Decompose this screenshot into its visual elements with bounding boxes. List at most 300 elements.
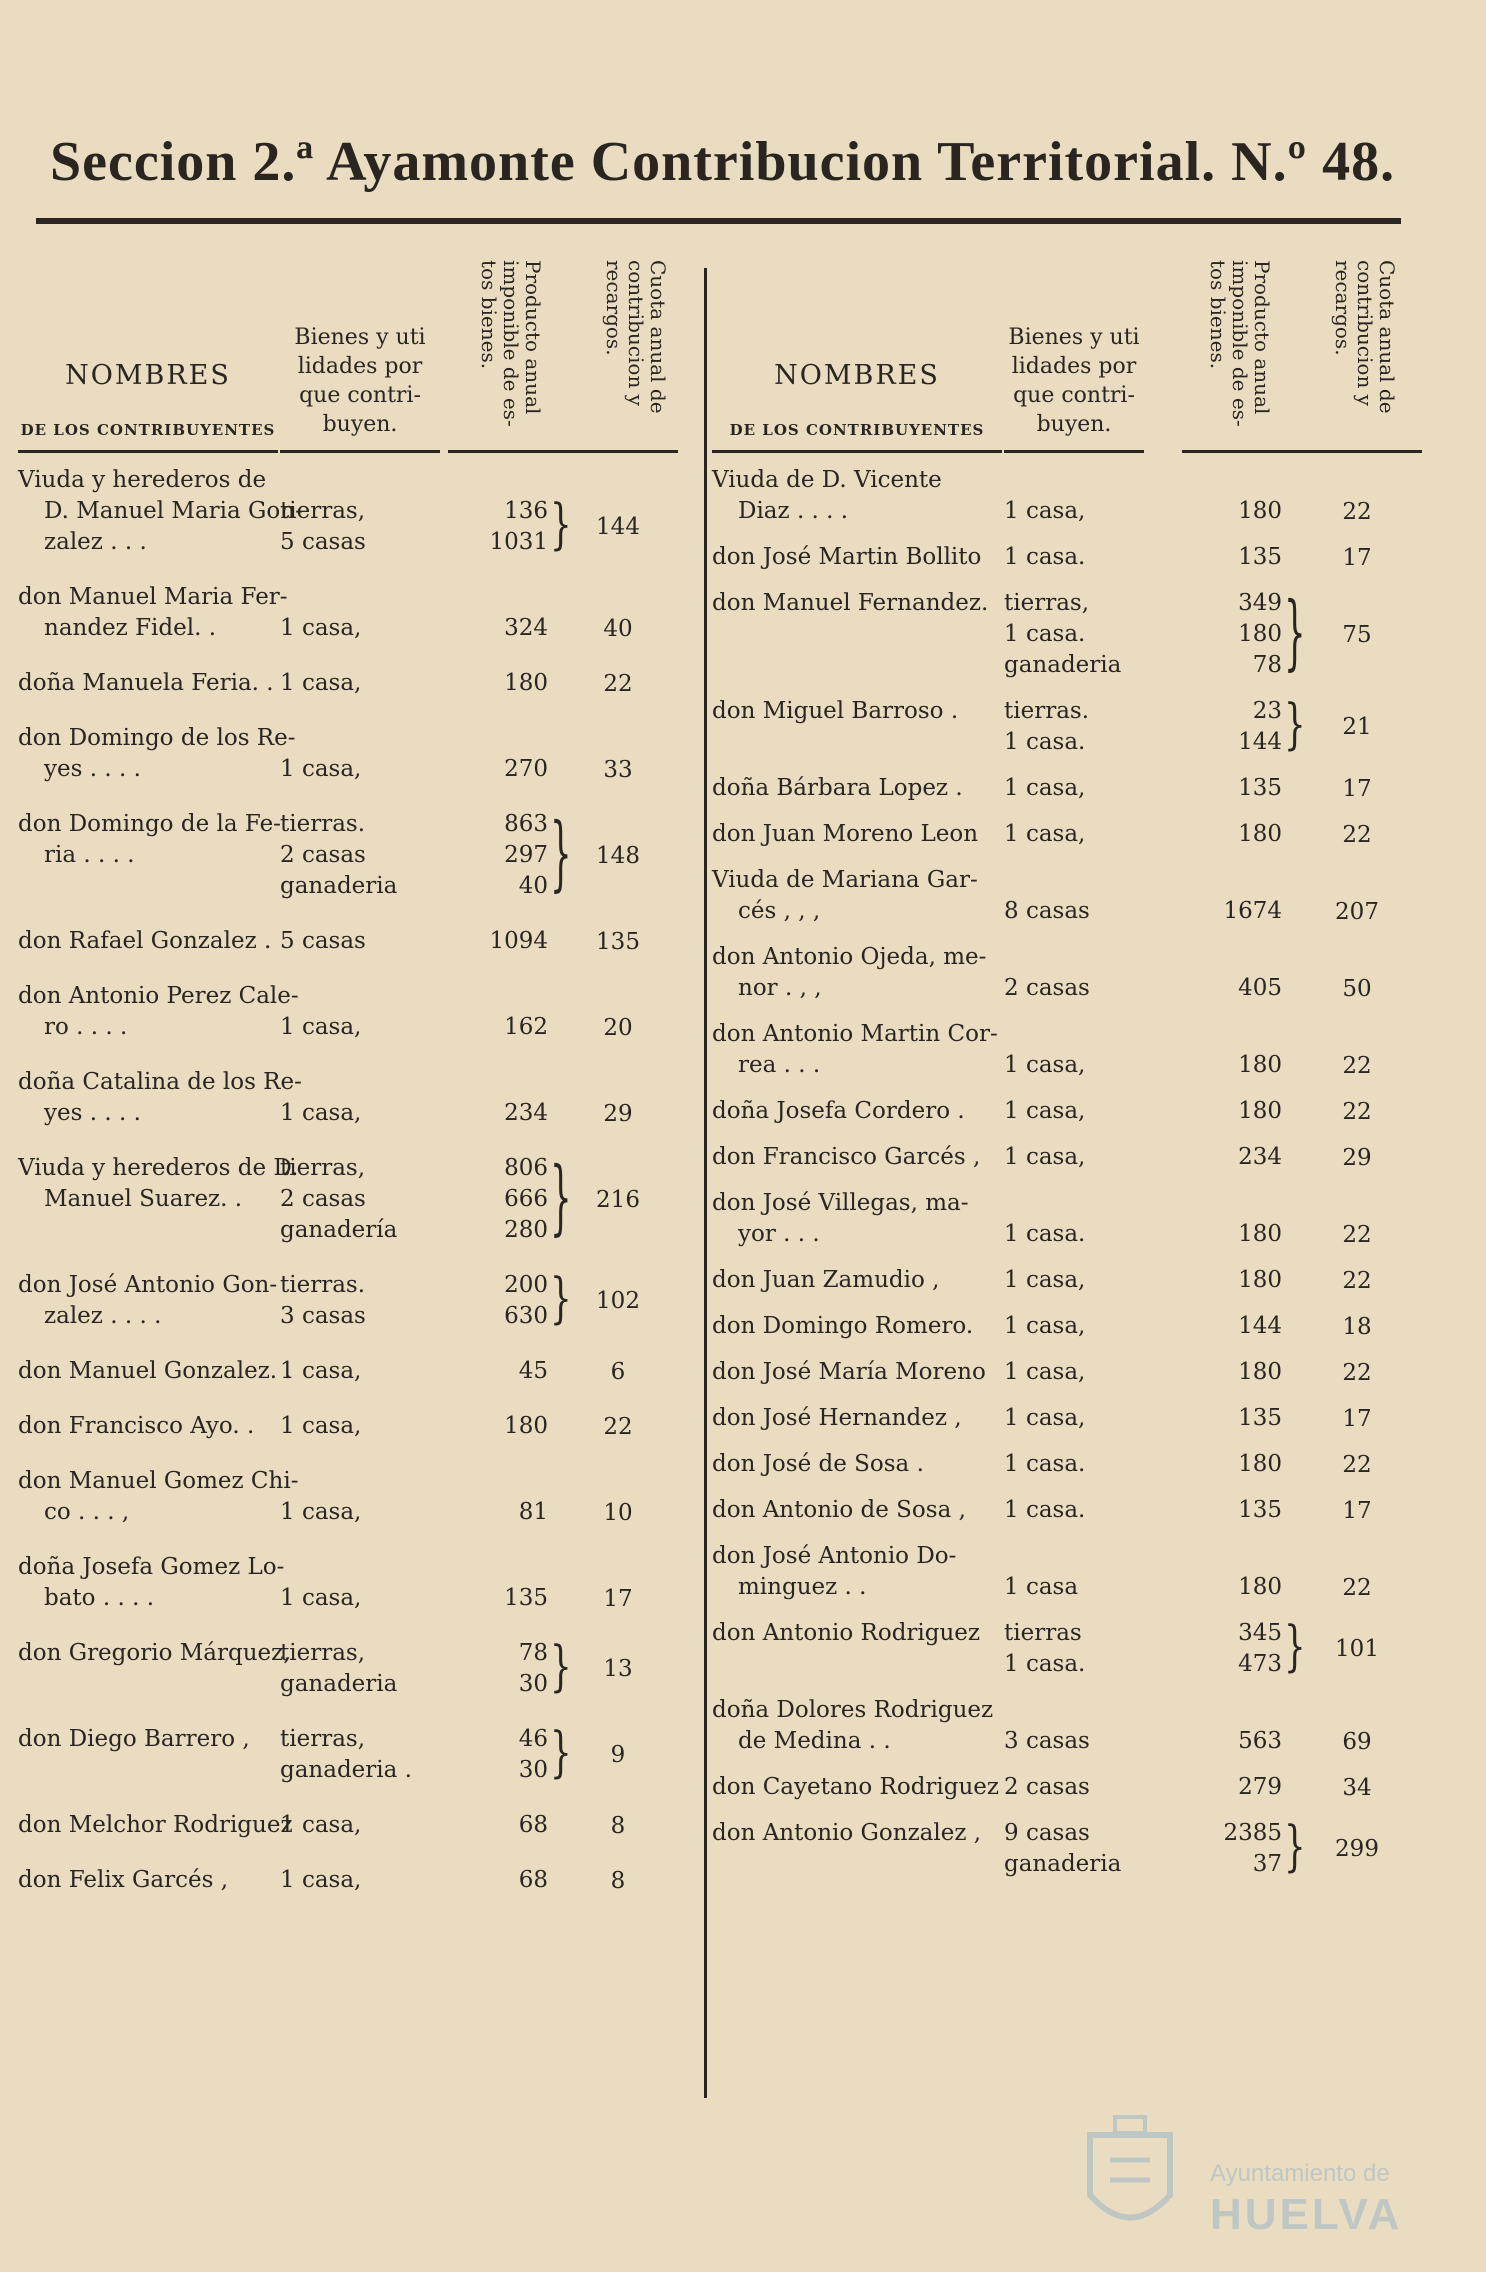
producto-cell (1182, 896, 1282, 927)
header-rule (1292, 450, 1422, 453)
watermark (1070, 2115, 1410, 2245)
contributor-name-line: Diaz . . . . (738, 498, 849, 524)
header-names-title: NOMBRES (65, 360, 231, 391)
producto-cell (1182, 1818, 1282, 1880)
table-row (18, 723, 674, 809)
cuota-cell: 144 (596, 514, 640, 540)
table-row (712, 1772, 1426, 1818)
bienes-cell (280, 926, 366, 957)
bienes-cell (1004, 1219, 1085, 1250)
table-row (712, 1096, 1426, 1142)
header-bienes-line: buyen. (1036, 412, 1112, 437)
contributor-name (712, 542, 981, 573)
contributor-name-line: minguez . . (738, 1574, 867, 1600)
cuota-cell: 33 (603, 756, 633, 783)
producto-value: 180 (1238, 821, 1282, 847)
contributor-name-line: cés , , , (738, 898, 821, 924)
producto-cell (448, 613, 548, 644)
brace-icon: } (550, 493, 572, 557)
table-row (712, 1695, 1426, 1772)
contributor-name-line: Viuda de D. Vicente (712, 467, 942, 493)
producto-cell (448, 754, 548, 785)
brace-icon: } (1284, 1615, 1306, 1679)
contributor-name (18, 1270, 277, 1332)
contributor-name-line: yor . . . (738, 1221, 820, 1247)
producto-cell (448, 1638, 548, 1700)
table-row (712, 865, 1426, 942)
producto-cell (448, 1865, 548, 1896)
bienes-cell (1004, 1572, 1078, 1603)
table-row (712, 465, 1426, 542)
bienes-cell (280, 1153, 397, 1246)
contributor-name-line: don Juan Moreno Leon (712, 821, 979, 847)
contributor-name-line: don Diego Barrero , (18, 1726, 250, 1752)
header-bienes (1004, 323, 1144, 439)
contributor-name-line: doña Manuela Feria. . (18, 670, 274, 696)
producto-value: 1674 (1223, 898, 1282, 924)
contributor-name-line: don Domingo de la Fe- (18, 811, 281, 837)
table-row (18, 1149, 674, 1270)
right-column (712, 240, 1426, 1895)
cuota-cell: 29 (603, 1100, 633, 1127)
bienes-cell (1004, 1495, 1085, 1526)
contributor-name (712, 1142, 980, 1173)
bienes-line: tierras (1004, 1620, 1082, 1646)
bienes-cell (1004, 542, 1085, 573)
producto-cell (1182, 542, 1282, 573)
producto-cell (1182, 1403, 1282, 1434)
cuota-cell: 69 (1342, 1728, 1372, 1755)
bienes-cell (280, 1865, 361, 1896)
producto-value: 2385 (1223, 1820, 1282, 1846)
bienes-line: tierras. (1004, 698, 1090, 724)
contributor-name (18, 465, 303, 558)
table-row (712, 584, 1426, 696)
bienes-cell (280, 1098, 361, 1129)
column-header (18, 240, 674, 465)
contributor-name-line: don Antonio de Sosa , (712, 1497, 966, 1523)
contributor-name-line: Manuel Suarez. . (44, 1186, 243, 1212)
brace-icon: } (1284, 584, 1306, 681)
contributor-name-line: Viuda de Mariana Gar- (712, 867, 978, 893)
contributor-name-line: don Antonio Ojeda, me- (712, 944, 987, 970)
producto-cell (1182, 1311, 1282, 1342)
header-cuota-line: Cuota anual de (1375, 260, 1399, 414)
cuota-cell: 20 (603, 1014, 633, 1041)
table-row (18, 926, 674, 981)
bienes-cell (1004, 1618, 1085, 1680)
header-cuota-line: contribucion y (1353, 260, 1377, 406)
bienes-cell (280, 1638, 397, 1700)
bienes-line: 1 casa, (1004, 1267, 1086, 1293)
bienes-cell (1004, 1818, 1121, 1880)
bienes-cell (1004, 1403, 1085, 1434)
producto-cell (1182, 496, 1282, 527)
producto-value: 23 (1252, 698, 1282, 724)
bienes-line: 3 casas (1004, 1728, 1090, 1754)
producto-value: 297 (504, 842, 548, 868)
header-bienes-line: buyen. (322, 412, 398, 437)
table-row (712, 1357, 1426, 1403)
table-row (18, 1466, 674, 1552)
bienes-cell (280, 1724, 412, 1786)
bienes-cell (280, 754, 361, 785)
contributor-name (712, 1495, 966, 1526)
producto-cell (1182, 588, 1282, 681)
bienes-cell (1004, 1311, 1085, 1342)
header-cuota (603, 260, 669, 445)
bienes-cell (280, 1497, 361, 1528)
header-producto-line: tos bienes. (477, 260, 501, 370)
table-row (18, 1267, 674, 1356)
cuota-cell: 8 (610, 1867, 626, 1894)
contributor-name-line: don Cayetano Rodriguez (712, 1774, 1000, 1800)
bienes-line: 1 casa, (280, 1358, 362, 1384)
contributor-name (712, 1188, 969, 1250)
producto-value: 78 (518, 1640, 548, 1666)
producto-value: 180 (1238, 1451, 1282, 1477)
table-row (18, 1552, 674, 1638)
bienes-cell (1004, 696, 1089, 758)
table-row (18, 805, 674, 926)
bienes-line: tierras, (280, 1155, 366, 1181)
bienes-cell (280, 613, 361, 644)
header-cuota-line: Cuota anual de (646, 260, 670, 414)
contributor-name-line: don José de Sosa . (712, 1451, 924, 1477)
bienes-line: 2 casas (280, 842, 366, 868)
contributor-name (18, 1067, 302, 1129)
cuota-cell: 17 (1342, 544, 1372, 571)
bienes-cell (280, 1411, 361, 1442)
contributor-name-line: Viuda y herederos de (18, 467, 267, 493)
bienes-line: 1 casa, (1004, 1098, 1086, 1124)
producto-value: 180 (1238, 1221, 1282, 1247)
bienes-line: 1 casa, (280, 1867, 362, 1893)
producto-value: 68 (518, 1867, 548, 1893)
brace-icon: } (1284, 693, 1306, 757)
producto-value: 135 (1238, 1405, 1282, 1431)
cuota-cell: 8 (610, 1812, 626, 1839)
header-producto-line: imponible de es- (499, 260, 523, 427)
producto-cell (448, 1724, 548, 1786)
contributor-name-line: Viuda y herederos de D. (18, 1155, 299, 1181)
producto-value: 630 (504, 1303, 548, 1329)
bienes-line: 1 casa, (280, 1499, 362, 1525)
producto-cell (1182, 1618, 1282, 1680)
bienes-line: 1 casa (1004, 1574, 1079, 1600)
producto-value: 180 (1238, 1098, 1282, 1124)
producto-cell (1182, 819, 1282, 850)
bienes-line: tierras, (280, 1640, 366, 1666)
header-producto (478, 260, 544, 445)
contributor-name (712, 942, 986, 1004)
cuota-cell: 40 (603, 615, 633, 642)
header-bienes-line: que contri- (299, 383, 421, 408)
contributor-name-line: don José Hernandez , (712, 1405, 962, 1431)
producto-cell (448, 1497, 548, 1528)
cuota-cell: 22 (1342, 498, 1372, 525)
contributor-name-line: don Antonio Perez Cale- (18, 983, 299, 1009)
producto-value: 345 (1238, 1620, 1282, 1646)
brace-icon: } (550, 1721, 572, 1785)
header-cuota-line: recargos. (1331, 260, 1355, 356)
column-header (712, 240, 1426, 465)
cuota-cell: 22 (1342, 1098, 1372, 1125)
table-row (18, 668, 674, 723)
contributor-name (712, 1772, 999, 1803)
bienes-cell (280, 668, 361, 699)
contributor-name (712, 1357, 986, 1388)
producto-value: 68 (518, 1812, 548, 1838)
contributor-name (18, 1552, 284, 1614)
bienes-cell (280, 1356, 361, 1387)
bienes-cell (1004, 1772, 1090, 1803)
contributor-name (18, 723, 296, 785)
table-row (18, 1067, 674, 1153)
contributor-name (18, 1865, 228, 1896)
table-row (18, 1810, 674, 1865)
table-row (18, 1865, 674, 1920)
producto-cell (1182, 1495, 1282, 1526)
bienes-cell (280, 1583, 361, 1614)
producto-value: 136 (504, 498, 548, 524)
cuota-cell: 17 (1342, 1405, 1372, 1432)
table-row (18, 1356, 674, 1411)
contributor-name (18, 1153, 298, 1215)
cuota-cell: 6 (610, 1358, 626, 1385)
cuota-cell: 22 (1342, 1451, 1372, 1478)
coat-of-arms-icon (1070, 2115, 1190, 2245)
table-row (18, 1635, 674, 1724)
bienes-cell (280, 496, 366, 558)
producto-value: 180 (504, 1413, 548, 1439)
bienes-cell (1004, 773, 1085, 804)
contributor-name (712, 1541, 956, 1603)
table-row (712, 1311, 1426, 1357)
producto-value: 280 (504, 1217, 548, 1243)
bienes-cell (1004, 1050, 1085, 1081)
contributor-name-line: don José Villegas, ma- (712, 1190, 969, 1216)
contributor-name (18, 1411, 254, 1442)
producto-cell (448, 1098, 548, 1129)
contributor-name-line: ro . . . . (44, 1014, 128, 1040)
producto-cell (1182, 1572, 1282, 1603)
producto-cell (448, 496, 548, 558)
header-rule (448, 450, 568, 453)
producto-value: 46 (518, 1726, 548, 1752)
cuota-cell: 207 (1335, 898, 1379, 925)
producto-value: 666 (504, 1186, 548, 1212)
producto-value: 563 (1238, 1728, 1282, 1754)
bienes-line: 1 casa, (280, 1014, 362, 1040)
header-names (18, 360, 278, 439)
table-row (712, 542, 1426, 588)
header-cuota (1332, 260, 1398, 445)
cuota-cell: 17 (1342, 775, 1372, 802)
bienes-cell (1004, 1096, 1085, 1127)
table-body (18, 465, 674, 1920)
contributor-name-line: don José Antonio Do- (712, 1543, 957, 1569)
contributor-name (18, 809, 281, 871)
contributor-name-line: de Medina . . (738, 1728, 891, 1754)
contributor-name-line: zalez . . . (44, 529, 147, 555)
contributor-name-line: doña Dolores Rodriguez (712, 1697, 994, 1723)
bienes-line: 1 casa, (280, 1100, 362, 1126)
contributor-name-line: bato . . . . (44, 1585, 155, 1611)
table-row (712, 942, 1426, 1019)
producto-value: 270 (504, 756, 548, 782)
header-names-subtitle: DE LOS CONTRIBUYENTES (729, 421, 985, 439)
bienes-cell (1004, 819, 1085, 850)
contributor-name-line: don Miguel Barroso . (712, 698, 959, 724)
cuota-cell: 148 (596, 842, 640, 869)
producto-value: 144 (1238, 729, 1282, 755)
bienes-cell (280, 1270, 366, 1332)
cuota-cell: 299 (1335, 1836, 1379, 1862)
contributor-name-line: doña Catalina de los Re- (18, 1069, 302, 1095)
bienes-line: 1 casa. (1004, 729, 1086, 755)
contributor-name (18, 1810, 293, 1841)
header-cuota-line: contribucion y (624, 260, 648, 406)
table-row (712, 693, 1426, 773)
bienes-line: tierras, (280, 1726, 366, 1752)
contributor-name-line: don José María Moreno (712, 1359, 986, 1385)
producto-value: 180 (1238, 1052, 1282, 1078)
bienes-line: 1 casa, (1004, 1052, 1086, 1078)
bienes-line: 3 casas (280, 1303, 366, 1329)
table-row (712, 1541, 1426, 1618)
bienes-line: 1 casa. (1004, 621, 1086, 647)
contributor-name (712, 1403, 962, 1434)
producto-value: 144 (1238, 1313, 1282, 1339)
contributor-name-line: zalez . . . . (44, 1303, 162, 1329)
table-row (712, 1449, 1426, 1495)
producto-value: 234 (504, 1100, 548, 1126)
producto-cell (448, 1356, 548, 1387)
contributor-name-line: doña Josefa Gomez Lo- (18, 1554, 285, 1580)
header-bienes-line: Bienes y uti (1008, 325, 1140, 350)
producto-cell (448, 1810, 548, 1841)
producto-value: 180 (1238, 498, 1282, 524)
contributor-name (712, 465, 942, 527)
producto-value: 863 (504, 811, 548, 837)
producto-cell (1182, 1772, 1282, 1803)
bienes-cell (1004, 1726, 1090, 1757)
producto-value: 30 (518, 1757, 548, 1783)
bienes-line: ganadería (280, 1217, 398, 1243)
bienes-cell (280, 809, 397, 902)
table-row (18, 981, 674, 1067)
table-row (712, 1403, 1426, 1449)
contributor-name (712, 1818, 981, 1849)
watermark-line1: Ayuntamiento de (1210, 2160, 1390, 2187)
producto-value: 279 (1238, 1774, 1282, 1800)
bienes-line: 1 casa, (1004, 1405, 1086, 1431)
producto-cell (1182, 696, 1282, 758)
bienes-line: 1 casa, (1004, 821, 1086, 847)
brace-icon: } (550, 1149, 572, 1246)
table-row (18, 465, 674, 582)
table-body (712, 465, 1426, 1895)
bienes-line: 1 casa, (1004, 1313, 1086, 1339)
brace-icon: } (1284, 1815, 1306, 1879)
bienes-line: tierras, (280, 498, 366, 524)
contributor-name-line: yes . . . . (44, 756, 141, 782)
contributor-name (712, 1311, 973, 1342)
header-producto (1207, 260, 1273, 445)
contributor-name (712, 819, 978, 850)
table-row (712, 773, 1426, 819)
bienes-line: ganaderia (1004, 652, 1122, 678)
header-producto-line: imponible de es- (1228, 260, 1252, 427)
contributor-name (712, 588, 988, 619)
producto-value: 1094 (489, 928, 548, 954)
bienes-line: ganaderia (280, 1671, 398, 1697)
bienes-line: 8 casas (1004, 898, 1090, 924)
producto-cell (1182, 1142, 1282, 1173)
producto-value: 180 (1238, 1574, 1282, 1600)
cuota-cell: 216 (596, 1186, 640, 1213)
contributor-name-line: don Felix Garcés , (18, 1867, 228, 1893)
bienes-line: 1 casa, (280, 756, 362, 782)
contributor-name-line: don Gregorio Márquez, (18, 1640, 291, 1666)
table-row (18, 1721, 674, 1810)
producto-value: 180 (1238, 1267, 1282, 1293)
header-rule (712, 450, 1002, 453)
header-cuota-line: recargos. (602, 260, 626, 356)
contributor-name-line: co . . . , (44, 1499, 130, 1525)
producto-value: 162 (504, 1014, 548, 1040)
cuota-cell: 102 (596, 1288, 640, 1314)
cuota-cell: 101 (1335, 1636, 1379, 1662)
bienes-cell (1004, 1357, 1085, 1388)
contributor-name-line: rea . . . (738, 1052, 821, 1078)
producto-cell (448, 668, 548, 699)
bienes-line: ganaderia (1004, 1851, 1122, 1877)
header-rule (1004, 450, 1144, 453)
cuota-cell: 50 (1342, 975, 1372, 1002)
producto-value: 135 (1238, 775, 1282, 801)
cuota-cell: 135 (596, 928, 640, 955)
bienes-line: 2 casas (1004, 1774, 1090, 1800)
contributor-name (712, 1019, 998, 1081)
bienes-line: 1 casa. (1004, 1451, 1086, 1477)
bienes-line: 1 casa. (1004, 1497, 1086, 1523)
bienes-cell (1004, 496, 1085, 527)
bienes-cell (1004, 1265, 1085, 1296)
table-row (18, 1411, 674, 1466)
watermark-line2: HUELVA (1210, 2190, 1403, 2239)
cuota-cell: 22 (1342, 1359, 1372, 1386)
bienes-line: 1 casa, (1004, 775, 1086, 801)
producto-value: 324 (504, 615, 548, 641)
left-column (18, 240, 674, 1920)
header-names-subtitle: DE LOS CONTRIBUYENTES (20, 421, 276, 439)
producto-cell (1182, 973, 1282, 1004)
cuota-cell: 22 (603, 1413, 633, 1440)
bienes-line: ganaderia (280, 873, 398, 899)
bienes-cell (280, 1810, 361, 1841)
bienes-line: tierras. (280, 1272, 366, 1298)
bienes-cell (1004, 1142, 1085, 1173)
producto-value: 473 (1238, 1651, 1282, 1677)
bienes-line: 2 casas (280, 1186, 366, 1212)
contributor-name-line: don Juan Zamudio , (712, 1267, 940, 1293)
bienes-line: tierras, (1004, 590, 1090, 616)
bienes-line: 1 casa. (1004, 1221, 1086, 1247)
cuota-cell: 9 (610, 1742, 626, 1768)
page-title: Seccion 2.ª Ayamonte Contribucion Territorial. N.º 48. (50, 131, 1396, 193)
